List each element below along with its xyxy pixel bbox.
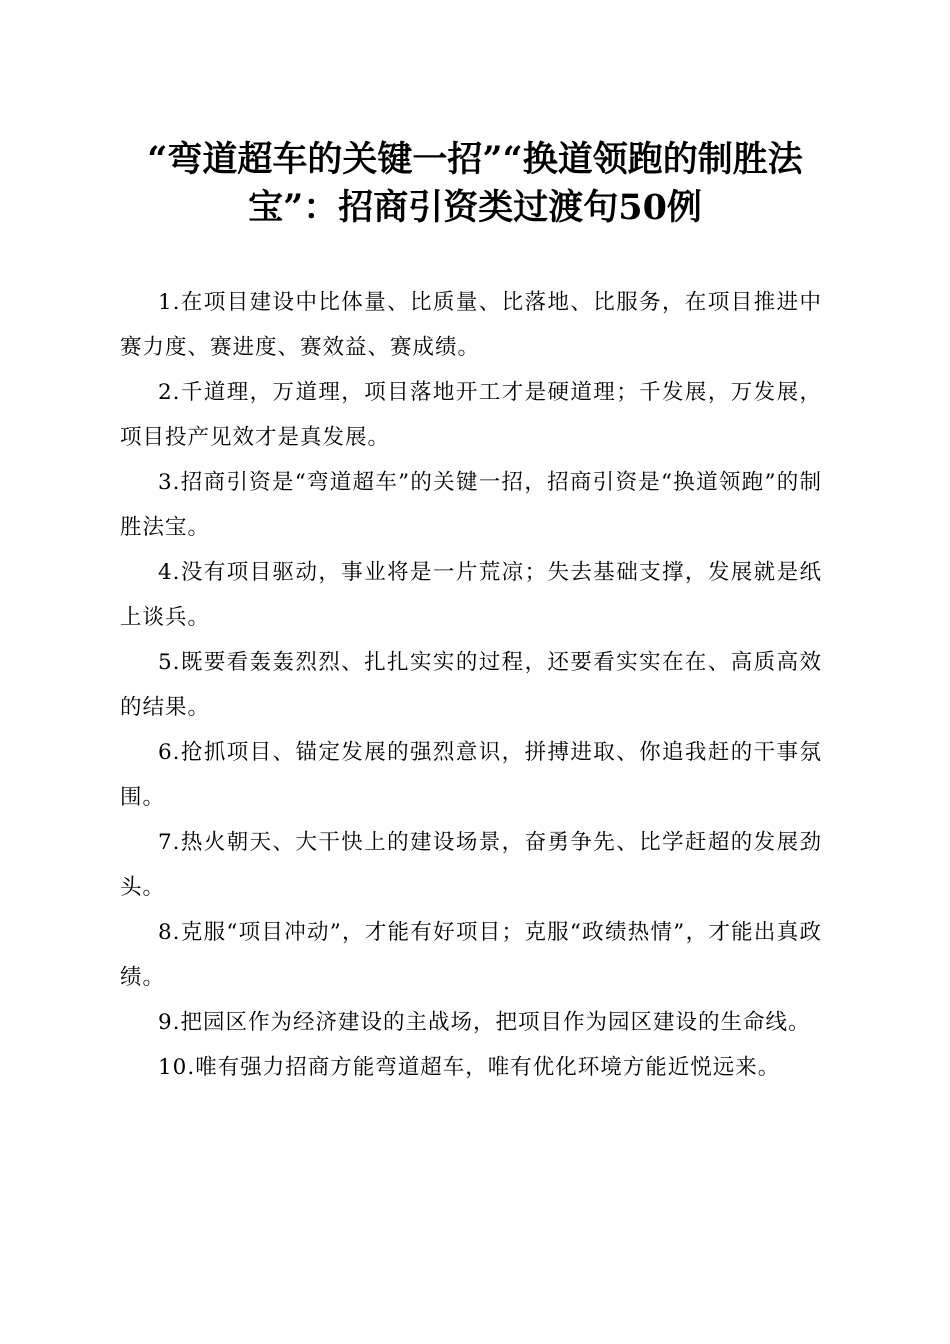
paragraph-2: 2.千道理，万道理，项目落地开工才是硬道理；千发展，万发展，项目投产见效才是真发展。	[120, 380, 822, 450]
title-line-2: 宝”：招商引资类过渡句50例	[248, 187, 702, 228]
document-body	[120, 280, 822, 1090]
paragraph-10: 10.唯有强力招商方能弯道超车，唯有优化环境方能近悦远来。	[158, 1055, 781, 1080]
paragraph-6: 6.抢抓项目、锚定发展的强烈意识，拼搏进取、你追我赶的干事氛围。	[120, 740, 822, 810]
paragraph-3: 3.招商引资是“弯道超车”的关键一招，招商引资是“换道领跑”的制胜法宝。	[120, 470, 822, 540]
paragraph-7: 7.热火朝天、大干快上的建设场景，奋勇争先、比学赶超的发展劲头。	[120, 830, 822, 900]
paragraph-5: 5.既要看轰轰烈烈、扎扎实实的过程，还要看实实在在、高质高效的结果。	[120, 650, 822, 720]
paragraph-4: 4.没有项目驱动，事业将是一片荒凉；失去基础支撑，发展就是纸上谈兵。	[120, 560, 822, 630]
title-line-1: “弯道超车的关键一招”“换道领跑的制胜法	[147, 139, 803, 180]
paragraph-1: 1.在项目建设中比体量、比质量、比落地、比服务，在项目推进中赛力度、赛进度、赛效益、赛成绩。	[120, 290, 822, 360]
paragraph-8: 8.克服“项目冲动”，才能有好项目；克服“政绩热情”，才能出真政绩。	[120, 920, 822, 990]
paragraph-9: 9.把园区作为经济建设的主战场，把项目作为园区建设的生命线。	[158, 1010, 811, 1035]
document-title	[110, 136, 840, 232]
